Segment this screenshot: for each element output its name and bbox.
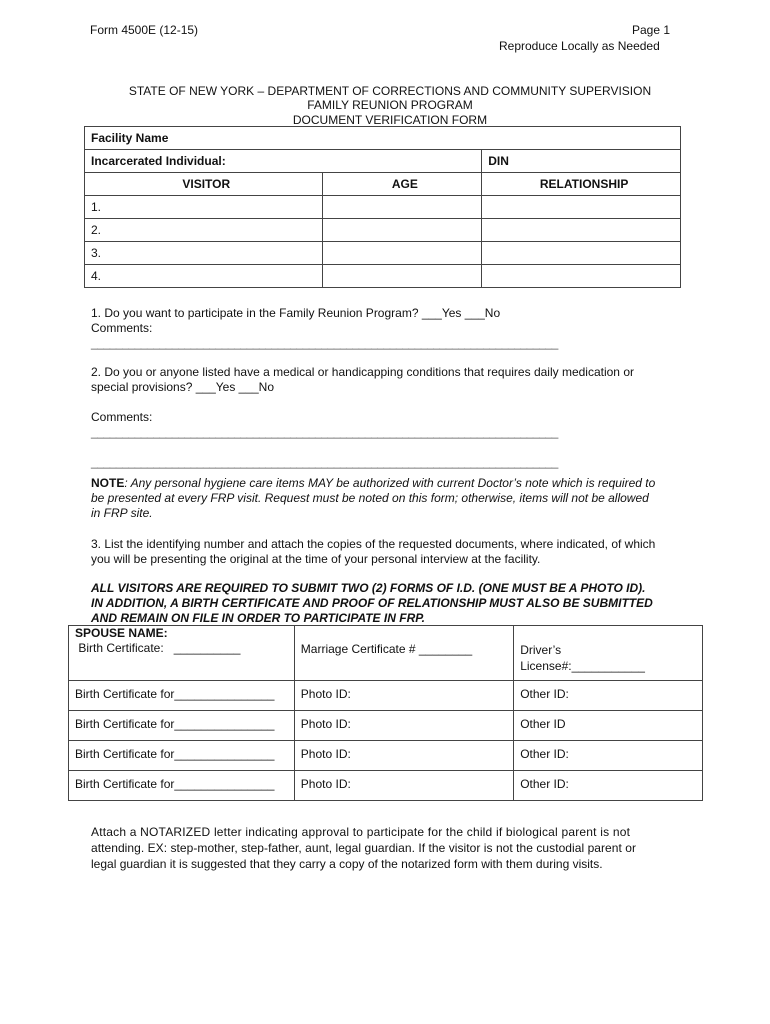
footer-line-1: Attach a NOTARIZED letter indicating approval to participate for the child if biological parent is not — [91, 825, 631, 839]
row-number: 2. — [91, 223, 102, 237]
marriage-certificate-label: Marriage Certificate # ________ — [300, 642, 473, 656]
table-row — [85, 242, 681, 265]
spouse-cell[interactable] — [69, 626, 295, 681]
footer-line-2: attending. EX: step-mother, step-father, aunt, legal guardian. If the visitor is not the custodial parent or — [91, 841, 637, 855]
visitor-cell[interactable] — [85, 219, 323, 242]
warning-line-3: AND REMAIN ON FILE IN ORDER TO PARTICIPATE IN FRP. — [91, 611, 426, 625]
photo-id-cell[interactable]: Photo ID: — [294, 741, 513, 771]
row-number: 3. — [91, 246, 102, 260]
table-row — [69, 771, 703, 801]
title-form: DOCUMENT VERIFICATION FORM — [292, 113, 488, 127]
age-cell[interactable] — [322, 219, 482, 242]
birth-certificate-cell[interactable]: Birth Certificate for_______________ — [69, 681, 295, 711]
birth-certificate-cell[interactable]: Birth Certificate for_______________ — [69, 711, 295, 741]
facility-name-label: Facility Name — [91, 131, 169, 145]
question-2-line1: 2. Do you or anyone listed have a medical or handicapping conditions that requires daily medication or — [91, 365, 634, 379]
relationship-cell[interactable] — [482, 196, 681, 219]
note-line-3: in FRP site. — [91, 506, 153, 520]
drivers-label: Driver’s — [520, 643, 562, 657]
visitor-cell[interactable] — [85, 265, 323, 288]
q1-comments-line[interactable]: ___________________________________________________________________________ — [91, 336, 558, 350]
other-id-cell[interactable]: Other ID: — [514, 741, 703, 771]
note-line-2: be presented at every FRP visit. Request must be noted on this form; otherwise, items will not be allowed — [91, 491, 649, 505]
din-label: DIN — [488, 154, 509, 168]
facility-name-field[interactable] — [85, 127, 681, 150]
photo-id-cell[interactable]: Photo ID: — [294, 771, 513, 801]
footer-line-3: legal guardian it is suggested that they carry a copy of the notarized form with them during visits. — [91, 857, 603, 871]
drivers-license-cell[interactable] — [514, 626, 703, 681]
table-row — [85, 265, 681, 288]
q1-comments-label: Comments: — [91, 321, 153, 335]
note-line-1 — [91, 476, 655, 490]
photo-id-cell[interactable]: Photo ID: — [294, 681, 513, 711]
visitor-cell[interactable] — [85, 242, 323, 265]
other-id-cell[interactable]: Other ID — [514, 711, 703, 741]
relationship-cell[interactable] — [482, 242, 681, 265]
visitor-table — [84, 126, 681, 288]
page-number: Page 1 — [632, 23, 671, 37]
incarcerated-individual-field[interactable] — [85, 150, 482, 173]
visitor-cell[interactable] — [85, 196, 323, 219]
photo-id-cell[interactable]: Photo ID: — [294, 711, 513, 741]
age-cell[interactable] — [322, 242, 482, 265]
other-id-cell[interactable]: Other ID: — [514, 771, 703, 801]
relationship-cell[interactable] — [482, 265, 681, 288]
row-number: 4. — [91, 269, 102, 283]
documents-table — [68, 625, 703, 801]
title-agency: STATE OF NEW YORK – DEPARTMENT OF CORRECTIONS AND COMMUNITY SUPERVISION — [128, 84, 652, 98]
question-2-line2: special provisions? ___Yes ___No — [91, 380, 275, 394]
warning-line-1: ALL VISITORS ARE REQUIRED TO SUBMIT TWO (2) FORMS OF I.D. (ONE MUST BE A PHOTO ID). — [91, 581, 646, 595]
incarcerated-individual-label: Incarcerated Individual: — [91, 154, 226, 168]
col-age: AGE — [322, 173, 482, 196]
warning-line-2: IN ADDITION, A BIRTH CERTIFICATE AND PROOF OF RELATIONSHIP MUST ALSO BE SUBMITTED — [91, 596, 653, 610]
col-visitor: VISITOR — [85, 173, 323, 196]
reproduce-note: Reproduce Locally as Needed — [499, 39, 660, 53]
form-id: Form 4500E (12-15) — [90, 23, 199, 37]
col-relationship: RELATIONSHIP — [482, 173, 681, 196]
q2-comments-label: Comments: — [91, 410, 153, 424]
din-field[interactable] — [482, 150, 681, 173]
age-cell[interactable] — [322, 265, 482, 288]
question-1: 1. Do you want to participate in the Family Reunion Program? ___Yes ___No — [91, 306, 501, 320]
marriage-certificate-cell[interactable] — [294, 626, 513, 681]
table-row — [69, 681, 703, 711]
q2-comments-line-1[interactable]: ___________________________________________________________________________ — [91, 425, 558, 439]
age-cell[interactable] — [322, 196, 482, 219]
birth-certificate-cell[interactable]: Birth Certificate for_______________ — [69, 771, 295, 801]
other-id-cell[interactable]: Other ID: — [514, 681, 703, 711]
relationship-cell[interactable] — [482, 219, 681, 242]
note-text-1: : Any personal hygiene care items MAY be authorized with current Doctor’s note which is required to — [124, 476, 656, 490]
q2-comments-line-2[interactable]: ___________________________________________________________________________ — [91, 455, 558, 469]
table-row — [85, 219, 681, 242]
table-row — [85, 196, 681, 219]
spouse-birth-certificate: Birth Certificate: __________ — [75, 641, 241, 655]
note-label: NOTE — [91, 476, 125, 490]
question-3-line1: 3. List the identifying number and attach the copies of the requested documents, where indicated, of which — [91, 537, 656, 551]
row-number: 1. — [91, 200, 102, 214]
table-row — [69, 741, 703, 771]
spouse-name-label: SPOUSE NAME: — [75, 626, 168, 640]
table-row — [69, 711, 703, 741]
question-3-line2: you will be presenting the original at the time of your personal interview at the facility. — [91, 552, 541, 566]
title-program: FAMILY REUNION PROGRAM — [307, 98, 473, 112]
birth-certificate-cell[interactable]: Birth Certificate for_______________ — [69, 741, 295, 771]
license-label: License#:___________ — [520, 659, 645, 673]
